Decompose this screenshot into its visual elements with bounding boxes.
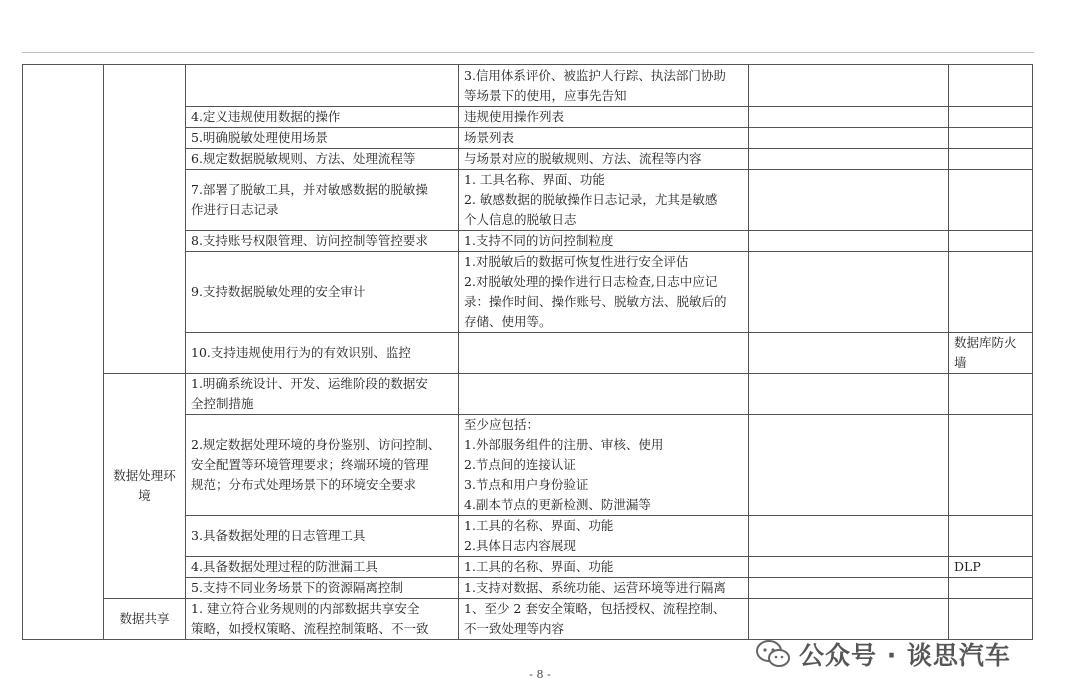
note-cell <box>949 107 1033 128</box>
note-cell <box>949 170 1033 231</box>
evidence-cell <box>749 65 949 107</box>
domain-cell <box>23 65 104 640</box>
requirement-cell: 5.支持不同业务场景下的资源隔离控制 <box>186 578 459 599</box>
wechat-icon <box>755 639 791 669</box>
note-cell <box>949 415 1033 516</box>
content-cell: 至少应包括： 1.外部服务组件的注册、审核、使用 2.节点间的连接认证 3.节点和用户身份验证 4.副本节点的更新检测、防泄漏等 <box>459 415 749 516</box>
requirement-cell: 1. 建立符合业务规则的内部数据共享安全 策略，如授权策略、流程控制策略、不一致 <box>186 599 459 640</box>
content-cell: 1.支持不同的访问控制粒度 <box>459 231 749 252</box>
note-cell <box>949 65 1033 107</box>
requirement-cell: 7.部署了脱敏工具，并对敏感数据的脱敏操 作进行日志记录 <box>186 170 459 231</box>
content-cell: 1.工具的名称、界面、功能 2.具体日志内容展现 <box>459 516 749 557</box>
requirement-cell: 5.明确脱敏处理使用场景 <box>186 128 459 149</box>
header-rule <box>22 52 1034 53</box>
evidence-cell <box>749 557 949 578</box>
note-cell <box>949 516 1033 557</box>
requirement-cell: 1.明确系统设计、开发、运维阶段的数据安 全控制措施 <box>186 374 459 415</box>
content-cell: 场景列表 <box>459 128 749 149</box>
watermark <box>755 636 1011 672</box>
requirement-cell: 10.支持违规使用行为的有效识别、监控 <box>186 333 459 374</box>
content-cell: 与场景对应的脱敏规则、方法、流程等内容 <box>459 149 749 170</box>
evidence-cell <box>749 231 949 252</box>
requirements-table <box>22 64 1033 640</box>
category-cell: 数据处理环 境 <box>104 374 186 599</box>
note-cell <box>949 231 1033 252</box>
evidence-cell <box>749 333 949 374</box>
evidence-cell <box>749 252 949 333</box>
requirement-cell: 9.支持数据脱敏处理的安全审计 <box>186 252 459 333</box>
evidence-cell <box>749 128 949 149</box>
evidence-cell <box>749 374 949 415</box>
table-row <box>23 599 1033 640</box>
content-cell <box>459 333 749 374</box>
note-cell <box>949 374 1033 415</box>
requirement-cell: 8.支持账号权限管理、访问控制等管控要求 <box>186 231 459 252</box>
watermark-text: 公众号 · 谈思汽车 <box>799 641 1011 670</box>
content-cell: 1.支持对数据、系统功能、运营环境等进行隔离 <box>459 578 749 599</box>
content-cell: 3.信用体系评价、被监护人行踪、执法部门协助 等场景下的使用，应事先告知 <box>459 65 749 107</box>
content-cell: 1.对脱敏后的数据可恢复性进行安全评估 2.对脱敏处理的操作进行日志检查,日志中应记 录：操作时间、操作账号、脱敏方法、脱敏后的 存储、使用等。 <box>459 252 749 333</box>
evidence-cell <box>749 170 949 231</box>
note-cell <box>949 578 1033 599</box>
category-cell: 数据共享 <box>104 599 186 640</box>
requirement-cell: 4.定义违规使用数据的操作 <box>186 107 459 128</box>
content-cell: 违规使用操作列表 <box>459 107 749 128</box>
note-cell <box>949 149 1033 170</box>
category-cell <box>104 65 186 374</box>
requirement-cell <box>186 65 459 107</box>
page-number: - 8 - <box>529 668 551 681</box>
table-row <box>23 65 1033 107</box>
content-cell: 1、至少 2 套安全策略，包括授权、流程控制、 不一致处理等内容 <box>459 599 749 640</box>
note-cell: DLP <box>949 557 1033 578</box>
note-cell: 数据库防火 墙 <box>949 333 1033 374</box>
requirement-cell: 2.规定数据处理环境的身份鉴别、访问控制、 安全配置等环境管理要求；终端环境的管理 规范；分布式处理场景下的环境安全要求 <box>186 415 459 516</box>
requirement-cell: 6.规定数据脱敏规则、方法、处理流程等 <box>186 149 459 170</box>
evidence-cell <box>749 578 949 599</box>
evidence-cell <box>749 415 949 516</box>
requirement-cell: 3.具备数据处理的日志管理工具 <box>186 516 459 557</box>
note-cell <box>949 599 1033 640</box>
evidence-cell <box>749 516 949 557</box>
table-row <box>23 374 1033 415</box>
note-cell <box>949 252 1033 333</box>
evidence-cell <box>749 149 949 170</box>
evidence-cell <box>749 599 949 640</box>
content-cell <box>459 374 749 415</box>
content-cell: 1. 工具名称、界面、功能 2. 敏感数据的脱敏操作日志记录，尤其是敏感 个人信息的脱敏日志 <box>459 170 749 231</box>
note-cell <box>949 128 1033 149</box>
content-cell: 1.工具的名称、界面、功能 <box>459 557 749 578</box>
evidence-cell <box>749 107 949 128</box>
requirement-cell: 4.具备数据处理过程的防泄漏工具 <box>186 557 459 578</box>
